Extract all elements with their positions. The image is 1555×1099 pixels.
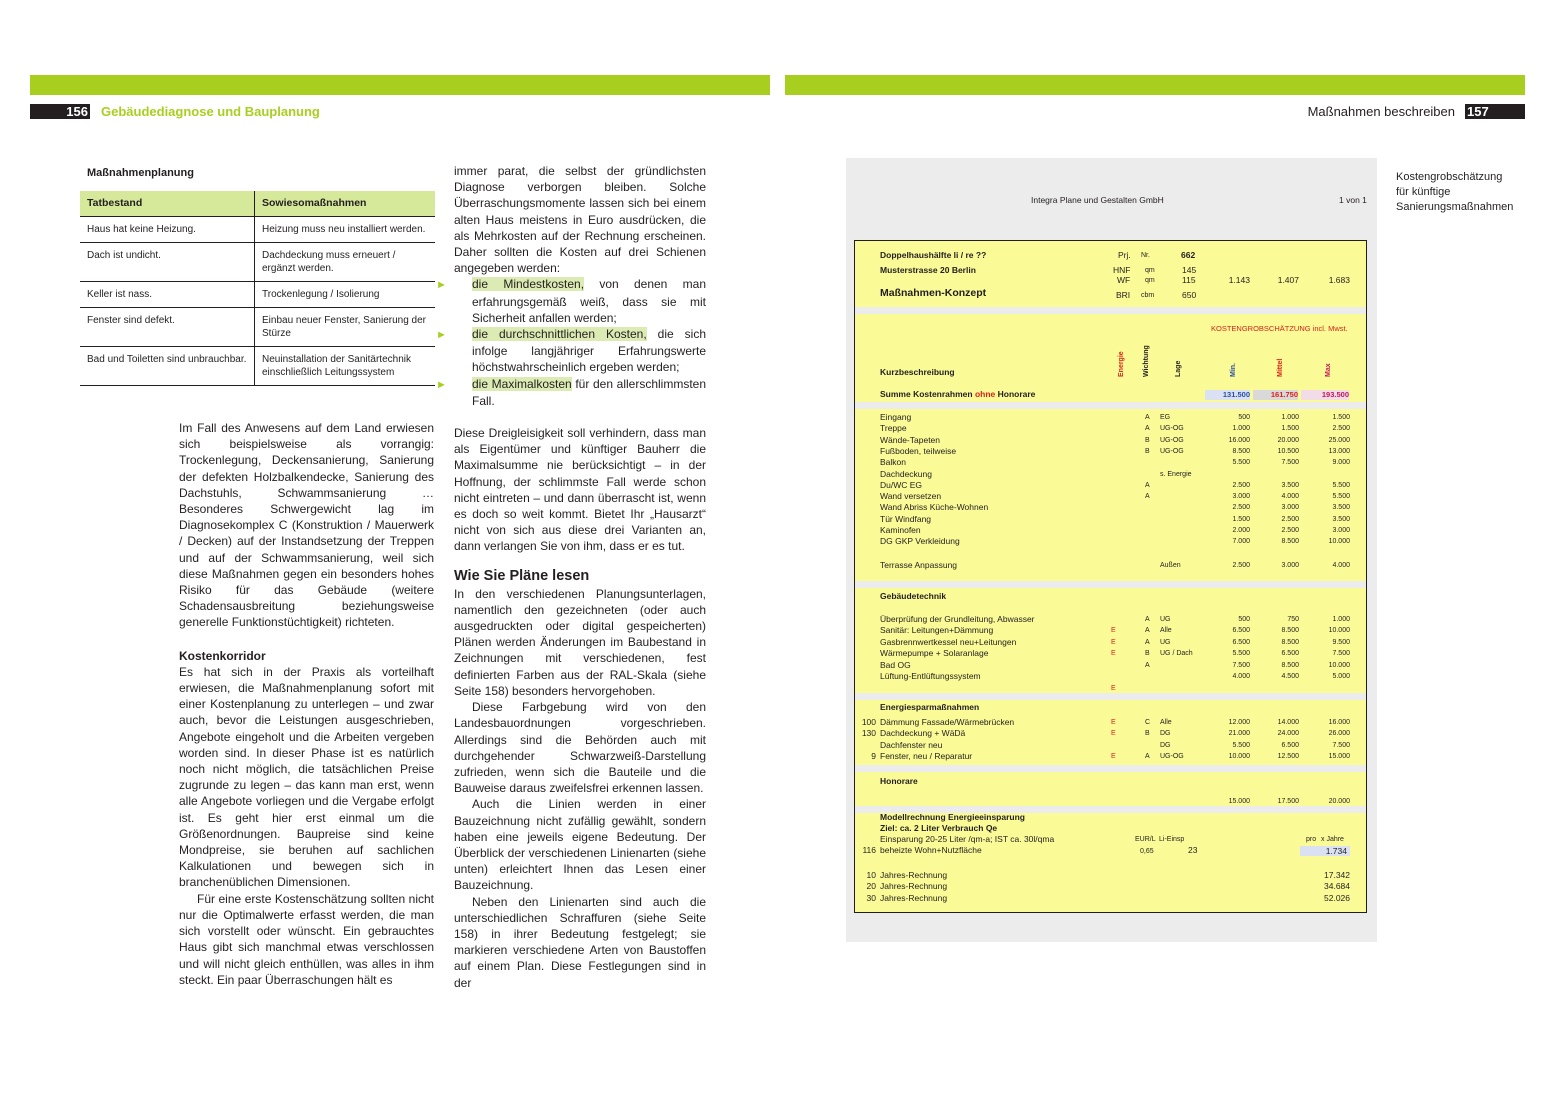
row-min: 12.000 (1228, 719, 1250, 726)
table-row (80, 347, 435, 386)
cbm-unit: cbm (1141, 292, 1155, 299)
year-value: 52.026 (1324, 892, 1350, 903)
bullet-arrow-icon: ► (436, 279, 447, 292)
bullet-highlight: die durchschnittlichen Kosten, (472, 327, 647, 342)
row-max: 10.000 (1328, 661, 1350, 669)
row-wichtung: A (1145, 493, 1150, 501)
row-name: Balkon (880, 457, 906, 468)
honorare-min: 15.000 (1228, 798, 1250, 805)
row-name: DG GKP Verkleidung (880, 536, 960, 547)
row-min: 500 (1238, 414, 1250, 421)
row-name: Eingang (880, 412, 912, 422)
table-row (80, 217, 435, 243)
row-max: 7.500 (1332, 650, 1350, 658)
right-header-bar (785, 75, 1525, 95)
terrasse-min: 2.500 (1232, 562, 1250, 569)
row-mittel: 1.500 (1281, 425, 1299, 433)
row-mittel: 3.500 (1281, 481, 1299, 489)
row-max: 3.500 (1332, 515, 1350, 523)
row-max: 16.000 (1328, 719, 1350, 726)
paragraph: In den verschiedenen Planungsunterlagen, namentlich den gezeichneten (oder auch ausgedruckten oder digital gespeicherten) Plänen werden Änderungen im Baubestand in Zeichnungen mit verschiedenen, fest definierten Farben aus der RAL-Skala (siehe Seite 158) besonders hervorgehoben. (454, 586, 706, 698)
bri-label: BRI (1116, 290, 1131, 300)
row-min: 2.500 (1232, 481, 1250, 489)
heading-kostenkorridor: Kostenkorridor (179, 648, 266, 663)
terrasse-mittel: 3.000 (1281, 562, 1299, 569)
terrasse-lage: Außen (1160, 562, 1181, 569)
row-name: Tür Windfang (880, 513, 932, 524)
row-min: 1.000 (1232, 425, 1250, 433)
row-lage: DG (1160, 730, 1171, 738)
row-max: 5.500 (1332, 481, 1350, 489)
pro-label: pro (1306, 836, 1317, 843)
row-wichtung: B (1145, 447, 1150, 455)
row-name: Dachfenster neu (880, 739, 943, 750)
row-min: 5.500 (1232, 741, 1250, 749)
row-min: 6.500 (1232, 627, 1250, 635)
row-lage: DG (1160, 741, 1171, 749)
row-max: 7.500 (1332, 741, 1350, 749)
row-wichtung: A (1145, 638, 1150, 646)
paragraph: Auch die Linien werden in einer Bauzeichnung nicht zufällig gewählt, sondern haben eine jeweils eigene Bedeutung. Der Überblick der verschiedenen Linienarten (siehe unten) erleichtert Ihnen das Lesen einer Bauzeichnung. (454, 797, 706, 893)
row-name: Wand Abriss Küche-Wohnen (880, 502, 989, 513)
table-cell: Bad und Toiletten sind unbrauchbar. (80, 347, 255, 386)
bullet-arrow-icon: ► (436, 329, 447, 342)
row-name: Dachdeckung (880, 468, 932, 479)
row-name: Wand versetzen (880, 491, 942, 502)
row-mittel: 14.000 (1277, 719, 1299, 726)
row-lage: UG-OG (1160, 425, 1184, 433)
row-energie: E (1111, 650, 1116, 658)
cost-estimate-sheet (854, 240, 1367, 913)
beheizte-label: beheizte Wohn+Nutzfläche (880, 845, 982, 855)
eurl-label: EUR/L (1135, 836, 1156, 843)
sum-mittel: 161.750 (1253, 390, 1298, 400)
row-lage: Alle (1160, 627, 1172, 635)
bullet-highlight: die Mindestkosten, (472, 277, 585, 292)
row-lage: UG-OG (1160, 447, 1184, 455)
row-wichtung: A (1145, 661, 1150, 669)
row-wichtung: A (1145, 753, 1150, 761)
row-max: 1.500 (1332, 414, 1350, 421)
row-wichtung: B (1145, 650, 1150, 658)
table-header: Sowiesomaßnahmen (255, 191, 436, 217)
row-mittel: 750 (1287, 616, 1299, 623)
column-label-energie: Energie (1118, 351, 1125, 377)
column-label-wichtung: Wichtung (1143, 345, 1150, 377)
hnf-label: HNF (1113, 265, 1131, 275)
row-max: 15.000 (1328, 753, 1350, 761)
paragraph: Neben den Linienarten sind auch die unterschiedlichen Schraffuren (siehe Seite 158) in ihrer Bedeutung festgelegt; sie markieren verschiedene Arten von Baustoffen auf einem Plan. Diese Festlegungen sind in der (454, 894, 706, 990)
qm-unit: qm (1145, 277, 1155, 284)
row-energie: E (1111, 753, 1116, 761)
row-wichtung: A (1145, 627, 1150, 635)
row-name: Bad OG (880, 659, 911, 670)
hnf-value: 145 (1182, 265, 1197, 275)
liters-saved: 23 (1188, 845, 1198, 855)
qm-unit: qm (1145, 267, 1155, 274)
year-label: Jahres-Rechnung (880, 870, 948, 880)
year-label: Jahres-Rechnung (880, 892, 948, 903)
row-name: Du/WC EG (880, 479, 923, 490)
summe-c: Honorare (995, 389, 1036, 399)
paragraph: immer parat, die selbst der gründlichsten Diagnose verborgen bleiben. Solche Überraschungsmomente lassen sich bei einem alten Haus meistens in Euro ausdrücken, die als Mehrkosten auf der Rechnung erscheinen. Daher sollten die Kosten auf drei Schienen angegeben werden: (454, 164, 706, 276)
table-cell: Neuinstallation der Sanitärtechnik einschließlich Leitungssystem (255, 347, 436, 386)
paragraph: Es hat sich in der Praxis als vorteilhaft erwiesen, die Maßnahmenplanung sofort mit einer Kostenplanung zu unterlegen – und zwar auch, bevor die Leistungen ausgeschrieben, Angebote eingeholt und die Arbeiten vergeben worden sind. In dieser Phase ist es natürlich noch nicht möglich, die tatsächlichen Preise zugrunde zu legen – das kann man erst, wenn alle Angebote vorliegen und die Vergabe erfolgt ist. Es geht hier erst einmal um die Größenordnungen. Baupreise sind keine Mondpreise, sie beruhen auf sachlichen Kalkulationen und bewegen sich in branchenüblichen Dimensionen. (179, 664, 434, 890)
row-mittel: 20.000 (1277, 436, 1299, 444)
row-lage: UG (1160, 638, 1171, 646)
per-year-value: 1.734 (1300, 846, 1350, 856)
qm-min: 1.143 (1228, 275, 1250, 285)
left-section-title: Gebäudediagnose und Bauplanung (101, 104, 320, 119)
einsparung-text: Einsparung 20-25 Liter /qm-a; IST ca. 30l/qma (880, 834, 1055, 844)
row-mittel: 4.000 (1281, 493, 1299, 501)
qm-max: 1.683 (1328, 275, 1350, 285)
row-energie: E (1111, 638, 1116, 646)
separator (855, 402, 1366, 409)
table-cell: Haus hat keine Heizung. (80, 217, 255, 243)
ziel-text: Ziel: ca. 2 Liter Verbrauch Qe (880, 823, 998, 833)
paragraph: Im Fall des Anwesens auf dem Land erwiesen sich beispielsweise als vorrangig: Trockenlegung, Deckensanierung, Sanierung der defekten Holzbalkendecke, Sanierung des Dachstuhls, Schwammsanierung … Besonderes Schwergewicht lag im Diagnosekomplex C (Konstruktion / Mauerwerk / Decken) auf der Instandsetzung der Treppen und auf der Schwammsanierung, weil sich diese Maßnahmen gegen ein besonders hohes Risiko für das Gebäude (weitere Schadensausbreitung beziehungsweise generelle Funktionstüchtigkeit) richteten. (179, 421, 434, 630)
column-label-max: Max (1325, 363, 1332, 377)
row-lage: s. Energie (1160, 470, 1192, 478)
li-einsp-label: Li-Einsp (1159, 836, 1185, 843)
row-max: 5.000 (1332, 673, 1350, 680)
project-title: Doppelhaushälfte li / re ?? (880, 250, 987, 260)
table-cell: Einbau neuer Fenster, Sanierung der Stürze (255, 308, 436, 347)
row-max: 1.000 (1332, 616, 1350, 623)
bullet-highlight: die Maximalkosten (472, 376, 572, 391)
row-lage: UG-OG (1160, 753, 1184, 761)
table-header: Tatbestand (80, 191, 255, 217)
qm-mittel: 1.407 (1277, 275, 1299, 285)
sum-max: 193.500 (1301, 390, 1349, 400)
company-name: Integra Plane und Gestalten GmbH (1031, 195, 1164, 205)
row-wichtung: B (1145, 436, 1150, 444)
row-mittel: 1.000 (1281, 414, 1299, 421)
row-min: 2.000 (1232, 527, 1250, 534)
terrasse-name: Terrasse Anpassung (880, 560, 958, 570)
summe-ohne: ohne (974, 389, 996, 399)
row-min: 16.000 (1228, 436, 1250, 444)
row-mittel: 8.500 (1281, 661, 1299, 669)
row-max: 10.000 (1328, 538, 1350, 546)
row-mittel: 24.000 (1277, 730, 1299, 738)
row-min: 7.500 (1232, 661, 1250, 669)
bullet-text: die sich infolge langjähriger Erfahrungswerte höchstwahrscheinlich ergeben werden; (472, 327, 706, 375)
row-min: 4.000 (1232, 673, 1250, 680)
bullet-text: von denen man erfahrungsgemäß weiß, dass sie mit Sicherheit anfallen werden; (472, 277, 706, 325)
row-wichtung: B (1145, 730, 1150, 738)
row-min: 8.500 (1232, 447, 1250, 455)
table-cell: Keller ist nass. (80, 282, 255, 308)
honorare-title: Honorare (880, 776, 918, 786)
paragraph: Diese Farbgebung wird von den Landesbauordnungen vorgeschrieben. Allerdings sind die Behörden auch mit durchgehender Schwarzweiß-Darstellung zufrieden, wenn sich die Bauteile und die Bauweise daraus zweifelsfrei erkennen lassen. (454, 700, 706, 796)
row-max: 5.500 (1332, 493, 1350, 501)
row-mittel: 6.500 (1281, 741, 1299, 749)
gebaeudetechnik-title: Gebäudetechnik (880, 591, 947, 601)
row-wichtung: C (1145, 719, 1151, 726)
wf-label: WF (1117, 275, 1131, 285)
row-mittel: 4.500 (1281, 673, 1299, 680)
row-max: 26.000 (1328, 730, 1350, 738)
row-lage: UG-OG (1160, 436, 1184, 444)
row-wichtung: A (1145, 616, 1150, 623)
terrasse-max: 4.000 (1332, 562, 1350, 569)
row-name: Kaminofen (880, 525, 921, 535)
year-number: 20 (866, 881, 876, 892)
column-label-min: Min. (1230, 363, 1237, 377)
row-energie: E (1111, 627, 1116, 635)
energiespar-title: Energiesparmaßnahmen (880, 702, 980, 712)
paragraph: Diese Dreigleisigkeit soll verhindern, dass man als Eigentümer und künftiger Bauherr die Maximalsumme nie berücksichtigt – in der Hoffnung, der schlimmste Fall werde schon nicht eintreten – und dann überrascht ist, wenn es doch so weit kommt. Bietet Ihr „Hausarzt“ nicht von sich aus diese drei Varianten an, dann verlangen Sie von ihm, dass er es tut. (454, 426, 706, 554)
text-column-2 (436, 163, 706, 991)
row-number: 130 (861, 728, 876, 739)
table-cell: Fenster sind defekt. (80, 308, 255, 347)
left-header-bar (30, 75, 770, 95)
price-per-liter: 0,65 (1140, 848, 1154, 855)
row-lage: UG (1160, 616, 1171, 623)
column-label-mittel: Mittel (1277, 358, 1284, 377)
project-number: 662 (1181, 250, 1196, 260)
row-name: Fußboden, teilweise (880, 445, 957, 456)
text-column-1 (179, 420, 434, 988)
row-name: Gasbrennwertkessel neu+Leitungen (880, 636, 1017, 647)
row-wichtung: A (1145, 425, 1150, 433)
row-lage: EG (1160, 414, 1171, 421)
row-mittel: 8.500 (1281, 638, 1299, 646)
row-max: 3.500 (1332, 504, 1350, 512)
row-energie: E (1111, 730, 1116, 738)
beheizte-number: 116 (862, 845, 876, 855)
year-value: 17.342 (1324, 870, 1350, 880)
separator (855, 693, 1366, 700)
row-min: 5.500 (1232, 459, 1250, 467)
left-page-number: 156 (30, 104, 90, 119)
summe-label (880, 389, 1035, 399)
row-mittel: 6.500 (1281, 650, 1299, 658)
kurzbeschreibung-label: Kurzbeschreibung (880, 367, 955, 377)
table-cell: Dach ist undicht. (80, 243, 255, 282)
measures-table (80, 191, 435, 386)
honorare-max: 20.000 (1328, 798, 1350, 805)
row-lage: Alle (1160, 719, 1172, 726)
row-max: 3.000 (1332, 527, 1350, 534)
table-row (80, 282, 435, 308)
row-min: 6.500 (1232, 638, 1250, 646)
paragraph: Für eine erste Kostenschätzung sollten nicht nur die Optimalwerte erfasst werden, die man sich vorstellt oder wünscht. Ein gebrauchtes Haus gibt sich manchmal etwas verschlossen und will nicht gleich enthüllen, was alles in ihm steckt. Ein paar Überraschungen hält es (179, 891, 434, 987)
row-max: 13.000 (1328, 447, 1350, 455)
bullet-item (436, 276, 706, 326)
row-name: Wände-Tapeten (880, 434, 941, 445)
row-min: 2.500 (1232, 504, 1250, 512)
row-name: Überprüfung der Grundleitung, Abwasser (880, 614, 1035, 624)
honorare-mittel: 17.500 (1277, 798, 1299, 805)
row-name: Fenster, neu / Reparatur (880, 751, 973, 762)
row-mittel: 10.500 (1277, 447, 1299, 455)
sum-min: 131.500 (1205, 390, 1250, 400)
separator (855, 581, 1366, 588)
x-jahre-label: x Jahre (1321, 836, 1344, 843)
row-mittel: 7.500 (1281, 459, 1299, 467)
bullet-text: für den allerschlimmsten Fall. (472, 376, 706, 408)
column-label-lage: Lage (1175, 360, 1182, 377)
row-energie: E (1111, 719, 1116, 726)
bullet-item (436, 326, 706, 376)
row-number: 100 (861, 717, 876, 727)
year-number: 30 (866, 892, 876, 903)
table-cell: Heizung muss neu installiert werden. (255, 217, 436, 243)
right-page-number: 157 (1465, 104, 1525, 119)
summe-a: Summe Kostenrahmen (880, 389, 975, 399)
row-min: 5.500 (1232, 650, 1250, 658)
separator (855, 307, 1366, 314)
row-max: 2.500 (1332, 425, 1350, 433)
row-mittel: 2.500 (1281, 515, 1299, 523)
year-value: 34.684 (1324, 881, 1350, 892)
row-name: Treppe (880, 423, 907, 434)
row-min: 10.000 (1228, 753, 1250, 761)
row-max: 9.500 (1332, 638, 1350, 646)
row-min: 7.000 (1232, 538, 1250, 546)
table-cell: Trockenlegung / Isolierung (255, 282, 436, 308)
row-name: Dachdeckung + WäDä (880, 728, 966, 739)
table-cell: Dachdeckung muss erneuert / ergänzt werden. (255, 243, 436, 282)
row-mittel: 3.000 (1281, 504, 1299, 512)
measures-table-title: Maßnahmenplanung (87, 167, 194, 179)
heading-plaene-lesen: Wie Sie Pläne lesen (454, 567, 590, 584)
row-mittel: 8.500 (1281, 627, 1299, 635)
row-wichtung: A (1145, 481, 1150, 489)
sheet-page: 1 von 1 (1339, 195, 1367, 205)
kosten-title: KOSTENGROBSCHÄTZUNG incl. Mwst. (1211, 324, 1348, 333)
figure-caption: Kostengrobschätzung für künftige Sanierungsmaßnahmen (1396, 171, 1514, 213)
table-row (80, 243, 435, 282)
right-section-title: Maßnahmen beschreiben (1307, 104, 1455, 119)
row-max: 25.000 (1328, 436, 1350, 444)
row-name: Dämmung Fassade/Wärmebrücken (880, 717, 1015, 727)
row-lage: UG / Dach (1160, 650, 1193, 658)
row-name: Sanitär: Leitungen+Dämmung (880, 625, 994, 636)
row-number: 9 (871, 751, 876, 762)
year-label: Jahres-Rechnung (880, 881, 948, 892)
row-name: Lüftung-Entlüftungssystem (880, 671, 981, 681)
row-min: 21.000 (1228, 730, 1250, 738)
row-wichtung: A (1145, 414, 1150, 421)
row-min: 1.500 (1232, 515, 1250, 523)
row-max: 9.000 (1332, 459, 1350, 467)
prj-label: Prj. (1118, 250, 1131, 260)
separator (855, 765, 1366, 772)
table-row (80, 308, 435, 347)
nr-label: Nr. (1141, 252, 1150, 259)
bullet-item (436, 376, 706, 409)
bullet-arrow-icon: ► (436, 378, 447, 391)
model-title: Modellrechnung Energieeinsparung (880, 812, 1025, 822)
row-max: 10.000 (1328, 627, 1350, 635)
bri-value: 650 (1182, 290, 1197, 300)
row-name: Wärmepumpe + Solaranlage (880, 648, 989, 659)
address: Musterstrasse 20 Berlin (880, 265, 976, 275)
row-mittel: 2.500 (1281, 527, 1299, 534)
wf-value: 115 (1182, 275, 1196, 285)
row-min: 3.000 (1232, 493, 1250, 501)
energie-extra-flag: E (1111, 685, 1116, 692)
row-mittel: 8.500 (1281, 538, 1299, 546)
concept-title: Maßnahmen-Konzept (880, 287, 987, 299)
year-number: 10 (866, 870, 876, 880)
row-mittel: 12.500 (1277, 753, 1299, 761)
row-min: 500 (1238, 616, 1250, 623)
